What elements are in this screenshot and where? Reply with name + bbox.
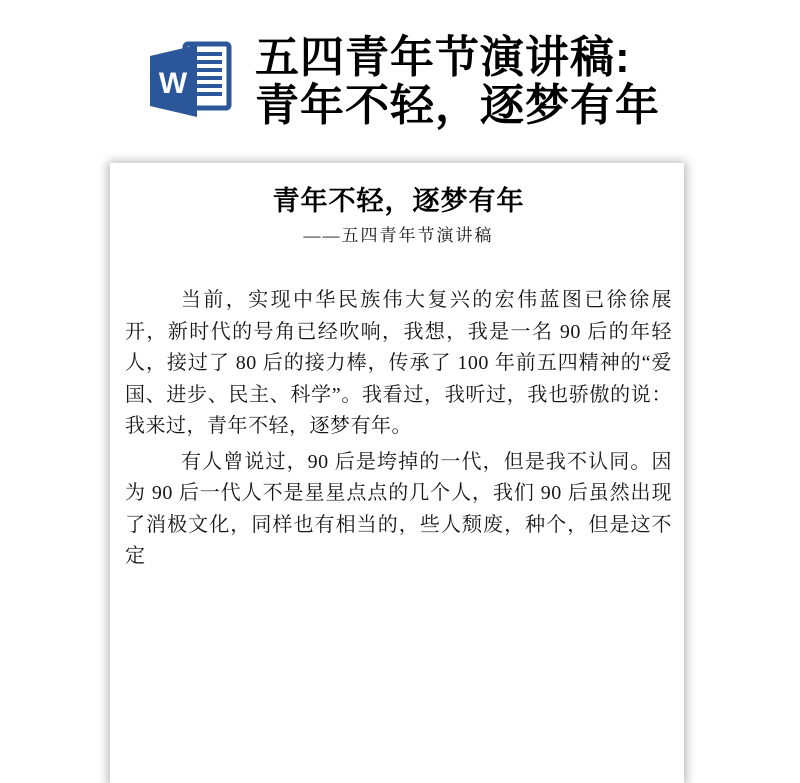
document-body [125, 285, 672, 573]
paragraph: 有人曾说过，90 后是垮掉的一代，但是我不认同。因为 90 后一代人不是星星点点的几个人，我们 90 后虽然出现了消极文化，同样也有相当的，些人颓废，种个，但是这不定 [125, 450, 672, 567]
word-file-icon [145, 40, 235, 120]
document-preview-page [110, 163, 684, 783]
word-icon-letter: W [158, 67, 188, 100]
site-header [145, 34, 660, 130]
word-cover [150, 45, 197, 117]
paragraph: 当前，实现中华民族伟大复兴的宏伟蓝图已徐徐展开，新时代的号角已经吹响，我想，我是一名 90 后的年轻人，接过了 80 后的接力棒，传承了 100 年前五四精神的“爱国、进步、民主、科学”。我看过，我听过，我也骄傲的说：我来过，青年不轻，逐梦有年。 [125, 289, 672, 437]
document-title: 青年不轻，逐梦有年 [272, 186, 525, 216]
document-subtitle: ——五四青年节演讲稿 [303, 226, 494, 245]
page-title [255, 34, 660, 130]
page-title-line2: 青年不轻，逐梦有年 [255, 81, 660, 130]
page-title-line1: 五四青年节演讲稿: [255, 33, 631, 82]
